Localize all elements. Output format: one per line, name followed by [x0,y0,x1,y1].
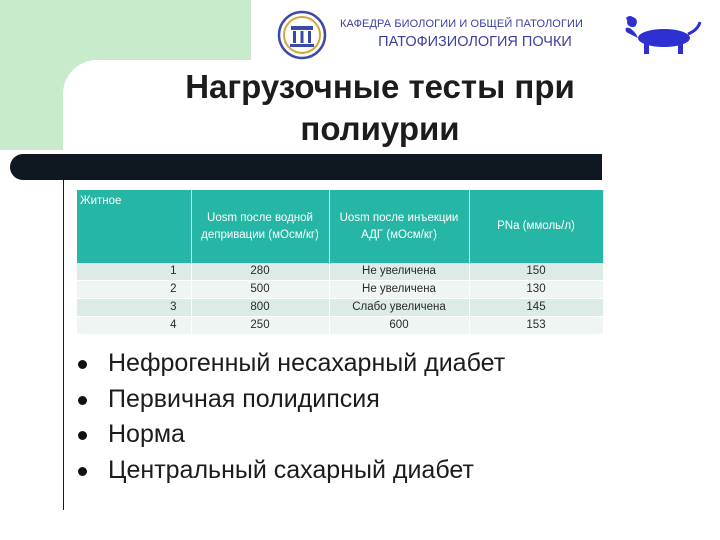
table-header-row [77,190,603,263]
table-row [77,263,603,281]
course-name: ПАТОФИЗИОЛОГИЯ ПОЧКИ [378,34,572,50]
table-cell: 3 [77,299,191,317]
table-row [77,299,603,317]
column-header: Uosm после водной депривации (мОсм/кг) [191,190,329,263]
bullet-icon [78,396,87,405]
table-cell: 1 [77,263,191,281]
university-crest-icon [277,10,327,60]
list-item-text: Нефрогенный несахарный диабет [108,349,506,377]
table-cell: 500 [191,281,329,299]
table-cell: 145 [469,299,603,317]
table-cell: 800 [191,299,329,317]
table-cell: Не увеличена [329,263,469,281]
column-header: PNa (ммоль/л) [469,190,603,263]
dachshund-icon [622,12,702,56]
table-cell: 250 [191,317,329,335]
list-item [78,417,505,453]
table-cell: 150 [469,263,603,281]
list-item-text: Центральный сахарный диабет [108,455,474,484]
table-cell: 600 [329,317,469,335]
page-title [120,66,640,150]
table-cell: 280 [191,263,329,281]
list-item [78,346,505,382]
list-item [78,453,505,489]
table-cell: 130 [469,281,603,299]
table-cell: 153 [469,317,603,335]
column-header: Uosm после инъекции АДГ (мОсм/кг) [329,190,469,263]
table-cell: 4 [77,317,191,335]
table-cell: 2 [77,281,191,299]
title-line-1: Нагрузочные тесты при [185,68,575,105]
title-divider-bar [10,154,602,180]
bullet-icon [78,360,87,369]
list-item-text: Первичная полидипсия [108,384,380,413]
table-row [77,281,603,299]
bullet-icon [78,431,87,440]
list-item-text: Норма [108,420,185,448]
department-name: КАФЕДРА БИОЛОГИИ И ОБЩЕЙ ПАТОЛОГИИ [340,18,584,30]
table-cell: Слабо увеличена [329,299,469,317]
load-tests-table [77,190,604,335]
title-line-2: полиурии [300,110,460,147]
decor-band-top [0,0,251,60]
left-vertical-rule [63,180,64,510]
column-header: Житное [77,190,191,263]
diagnosis-list [78,346,505,488]
list-item [78,382,505,418]
bullet-icon [78,467,87,476]
table-cell: Не увеличена [329,281,469,299]
table-row [77,317,603,335]
